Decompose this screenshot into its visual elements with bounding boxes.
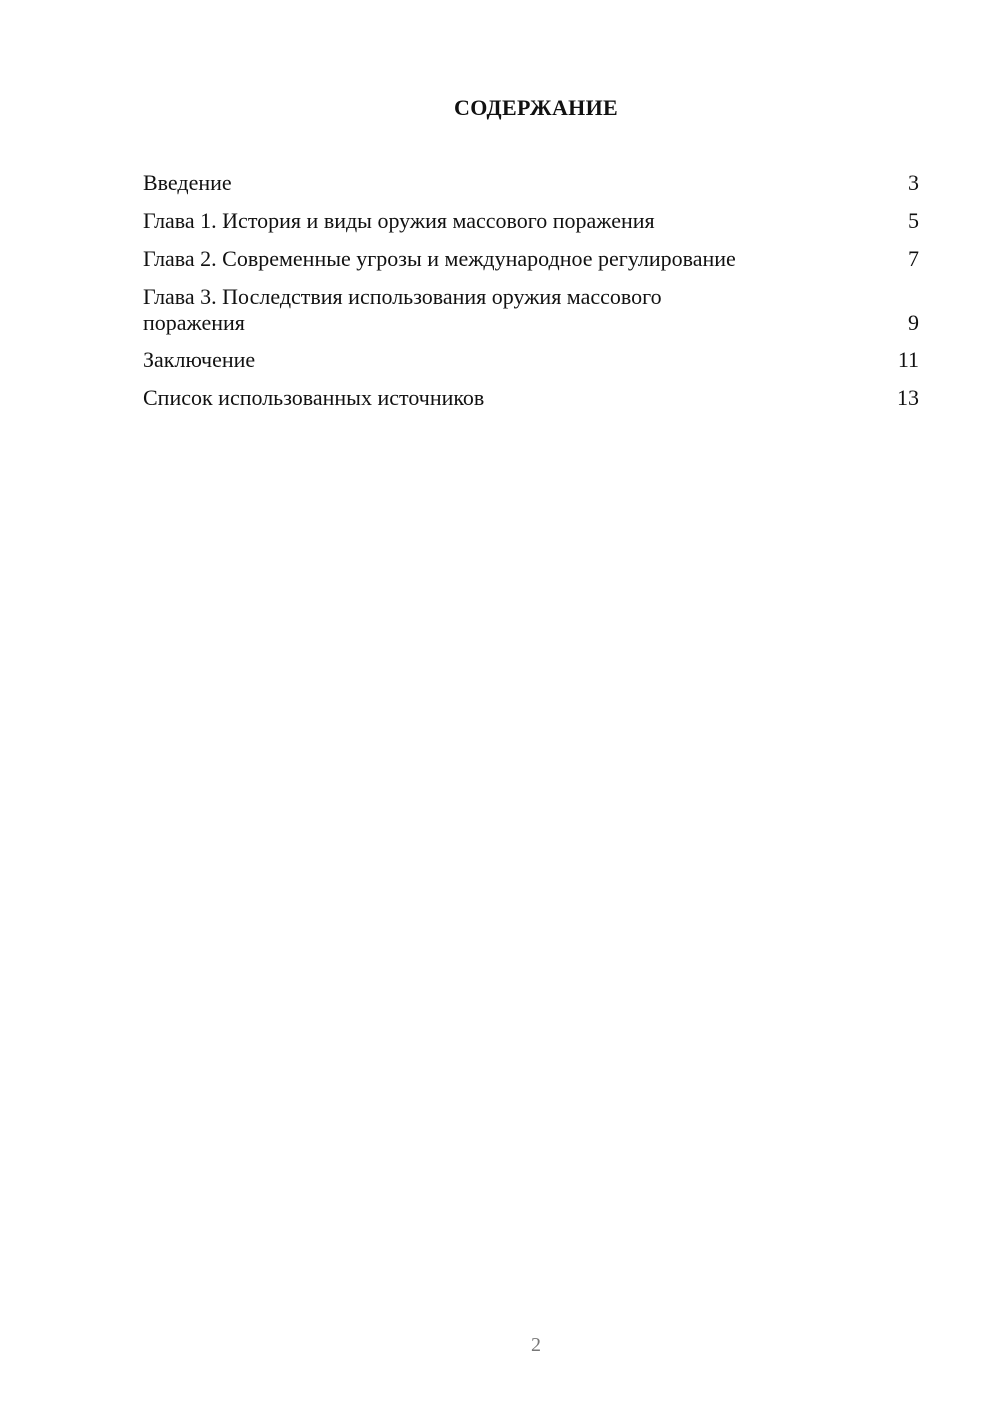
toc-entry-page: 11: [897, 347, 919, 372]
table-of-contents: [143, 170, 919, 423]
toc-entry-chapter-1[interactable]: [143, 208, 919, 234]
toc-entry-introduction[interactable]: [143, 170, 919, 196]
toc-entry-page: 13: [897, 385, 919, 410]
toc-entry-page: 7: [908, 246, 919, 271]
toc-entry-label: Глава 3. Последствия использования оружия массового поражения: [143, 284, 662, 335]
toc-entry-page: 5: [908, 208, 919, 233]
toc-entry-page: 3: [908, 170, 919, 195]
toc-entry-label: Глава 1. История и виды оружия массового поражения: [143, 208, 655, 233]
page-number: 2: [531, 1334, 541, 1356]
toc-entry-label: Введение: [143, 170, 232, 195]
toc-entry-label: Заключение: [143, 347, 256, 372]
toc-entry-label: Глава 2. Современные угрозы и международное регулирование: [143, 246, 736, 271]
toc-entry-chapter-2[interactable]: [143, 246, 919, 272]
toc-entry-chapter-3[interactable]: [143, 284, 919, 336]
toc-entry-references[interactable]: [143, 385, 919, 411]
toc-heading: СОДЕРЖАНИЕ: [454, 95, 618, 120]
toc-entry-label: Список использованных источников: [143, 385, 485, 410]
toc-entry-page: 9: [908, 310, 919, 335]
toc-entry-conclusion[interactable]: [143, 347, 919, 373]
